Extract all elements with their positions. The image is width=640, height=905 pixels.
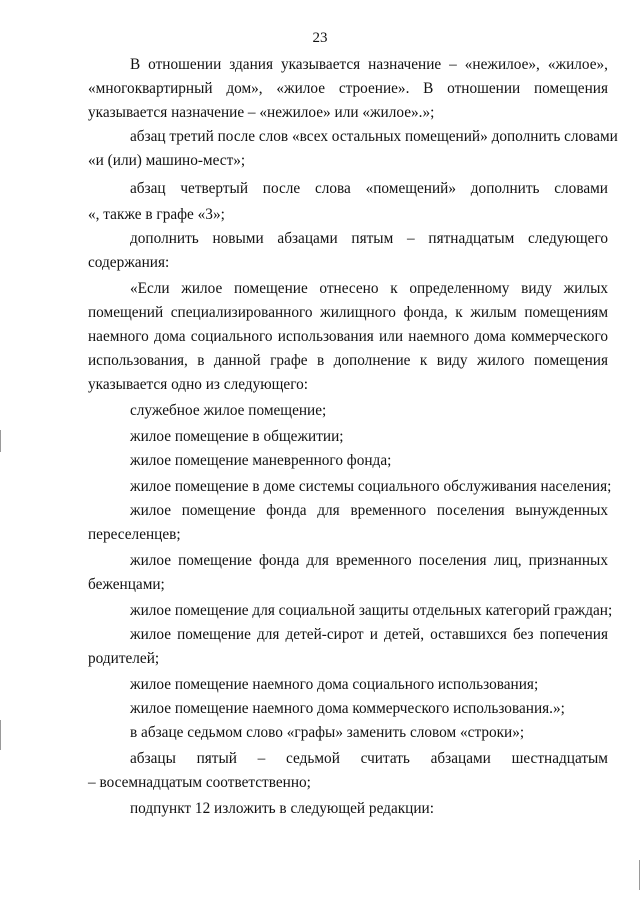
text-line: В отношении здания указывается назначение – «нежилое», «жилое», <box>130 56 608 73</box>
text-line: в абзаце седьмом слово «графы» заменить словом «строки»; <box>130 724 525 741</box>
text-line: «, также в графе «3»; <box>88 206 225 223</box>
text-line: жилое помещение для детей-сирот и детей, оставшихся без попечения <box>130 626 608 643</box>
scan-edge-mark <box>0 720 1 750</box>
text-line: абзац третий после слов «всех остальных помещений» дополнить словами <box>130 128 618 145</box>
text-line: «и (или) машино-мест»; <box>88 152 246 169</box>
text-line: служебное жилое помещение; <box>130 402 327 419</box>
text-line: абзацы пятый – седьмой считать абзацами шестнадцатым <box>130 750 608 767</box>
text-line: жилое помещение для социальной защиты отдельных категорий граждан; <box>130 602 613 619</box>
text-line: жилое помещение фонда для временного поселения лиц, признанных <box>130 552 608 569</box>
text-line: использования, в данной графе в дополнение к виду жилого помещения <box>88 352 608 369</box>
text-line: «Если жилое помещение отнесено к определенному виду жилых <box>130 280 608 297</box>
text-line: жилое помещение маневренного фонда; <box>130 452 392 469</box>
text-line: жилое помещение наемного дома коммерческого использования.»; <box>130 700 565 717</box>
text-line: жилое помещение фонда для временного поселения вынужденных <box>130 502 608 519</box>
text-line: помещений специализированного жилищного фонда, к жилым помещениям <box>88 304 608 321</box>
text-line: жилое помещение в общежитии; <box>130 428 344 445</box>
text-line: указывается назначение – «нежилое» или «жилое».»; <box>88 104 435 121</box>
text-line: «многоквартирный дом», «жилое строение». В отношении помещения <box>88 80 608 97</box>
text-line: наемного дома социального использования или наемного дома коммерческого <box>88 328 608 345</box>
text-line: дополнить новыми абзацами пятым – пятнадцатым следующего <box>130 230 608 247</box>
text-line: указывается одно из следующего: <box>88 376 309 393</box>
text-line: переселенцев; <box>88 526 181 543</box>
text-line: жилое помещение в доме системы социального обслуживания населения; <box>130 478 612 495</box>
text-line: жилое помещение наемного дома социального использования; <box>130 676 539 693</box>
page-number: 23 <box>312 30 328 46</box>
scan-edge-mark <box>0 430 1 452</box>
text-line: беженцами; <box>88 576 165 593</box>
text-line: – восемнадцатым соответственно; <box>88 774 311 791</box>
text-line: родителей; <box>88 650 160 667</box>
text-line: содержания: <box>88 254 170 271</box>
text-line: абзац четвертый после слова «помещений» дополнить словами <box>130 180 608 197</box>
text-line: подпункт 12 изложить в следующей редакции: <box>130 800 434 817</box>
